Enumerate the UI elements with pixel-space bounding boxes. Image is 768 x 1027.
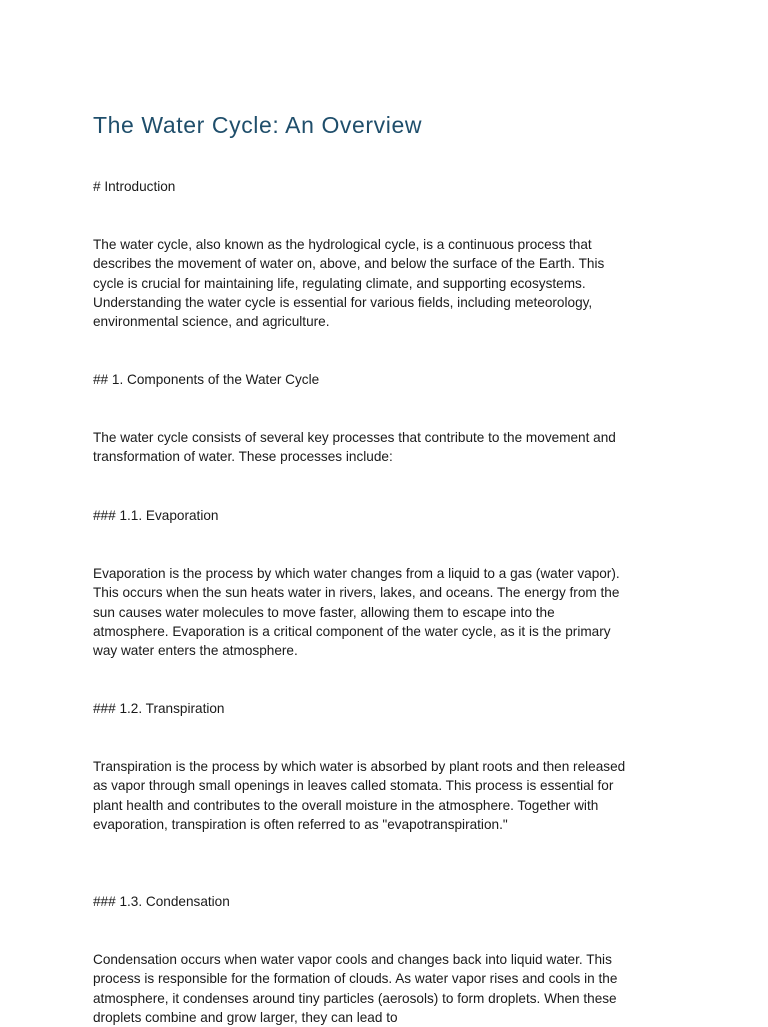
section-heading-introduction: # Introduction — [93, 179, 176, 194]
paragraph-transpiration: Transpiration is the process by which water is absorbed by plant roots and then released as vapor through small openings in leaves called stomata. This process is essential for plant health and contributes to the overall moisture in the atmosphere. Together with evaporation, transpiration is often referred to as "evapotranspiration." — [93, 759, 626, 832]
paragraph-condensation: Condensation occurs when water vapor cools and changes back into liquid water. This process is responsible for the formation of clouds. As water vapor rises and cools in the atmosphere, it condenses around tiny particles (aerosols) to form droplets. When these droplets combine and grow larger, they can lead to — [93, 952, 618, 1025]
subsection-heading-condensation: ### 1.3. Condensation — [93, 894, 230, 909]
section-heading-components: ## 1. Components of the Water Cycle — [93, 372, 320, 387]
paragraph-components: The water cycle consists of several key processes that contribute to the movement and transformation of water. These processes include: — [93, 430, 616, 465]
paragraph-introduction: The water cycle, also known as the hydrological cycle, is a continuous process that describes the movement of water on, above, and below the surface of the Earth. This cycle is crucial for maintaining life, regulating climate, and supporting ecosystems. Understanding the water cycle is essential for various fields, including meteorology, environmental science, and agriculture. — [93, 237, 605, 330]
subsection-heading-evaporation: ### 1.1. Evaporation — [93, 508, 219, 523]
subsection-heading-transpiration: ### 1.2. Transpiration — [93, 701, 225, 716]
paragraph-evaporation: Evaporation is the process by which water changes from a liquid to a gas (water vapor). This occurs when the sun heats water in rivers, lakes, and oceans. The energy from the sun causes water molecules to move faster, allowing them to escape into the atmosphere. Evaporation is a critical component of the water cycle, as it is the primary way water enters the atmosphere. — [93, 566, 620, 659]
document-title: The Water Cycle: An Overview — [93, 112, 423, 138]
